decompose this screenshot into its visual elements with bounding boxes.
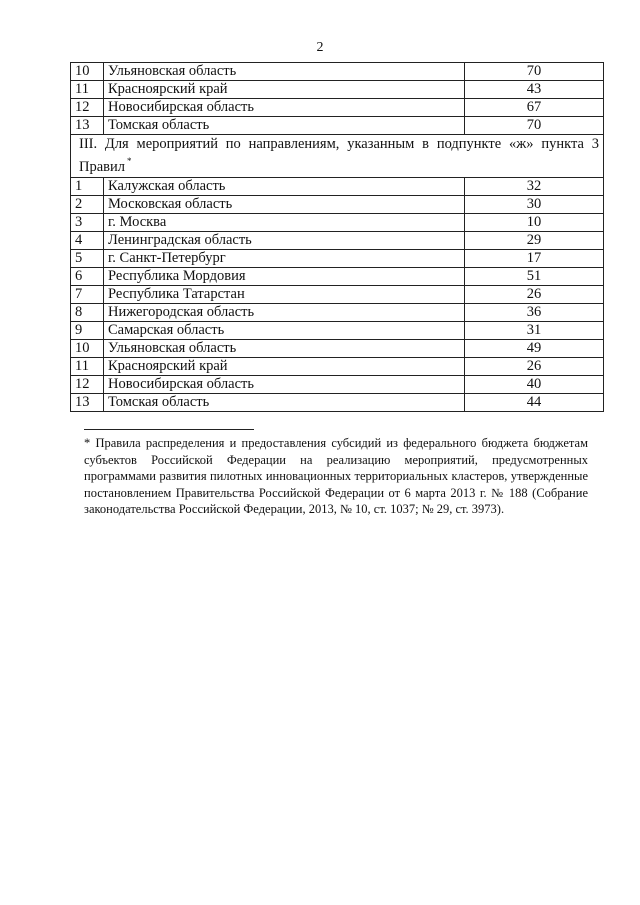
table-row bbox=[71, 394, 604, 412]
region-name: Красноярский край bbox=[104, 81, 465, 99]
region-value: 26 bbox=[465, 358, 604, 376]
region-value: 26 bbox=[465, 286, 604, 304]
region-name: Томская область bbox=[104, 394, 465, 412]
region-value: 51 bbox=[465, 268, 604, 286]
region-value: 32 bbox=[465, 178, 604, 196]
row-number: 4 bbox=[71, 232, 104, 250]
row-number: 11 bbox=[71, 81, 104, 99]
region-name: Московская область bbox=[104, 196, 465, 214]
row-number: 2 bbox=[71, 196, 104, 214]
region-value: 67 bbox=[465, 99, 604, 117]
row-number: 12 bbox=[71, 376, 104, 394]
page-number: 2 bbox=[316, 40, 324, 55]
region-name: г. Москва bbox=[104, 214, 465, 232]
row-number: 6 bbox=[71, 268, 104, 286]
row-number: 10 bbox=[71, 340, 104, 358]
row-number: 5 bbox=[71, 250, 104, 268]
table-row bbox=[71, 214, 604, 232]
row-number: 3 bbox=[71, 214, 104, 232]
table-row bbox=[71, 376, 604, 394]
region-value: 36 bbox=[465, 304, 604, 322]
table-row bbox=[71, 63, 604, 81]
region-value: 31 bbox=[465, 322, 604, 340]
row-number: 11 bbox=[71, 358, 104, 376]
region-value: 43 bbox=[465, 81, 604, 99]
footnote-mark: * bbox=[127, 156, 132, 166]
section-heading-cell bbox=[71, 135, 604, 178]
row-number: 7 bbox=[71, 286, 104, 304]
row-number: 9 bbox=[71, 322, 104, 340]
table-row bbox=[71, 99, 604, 117]
region-value: 40 bbox=[465, 376, 604, 394]
region-name: Самарская область bbox=[104, 322, 465, 340]
footnote-text: * Правила распределения и предоставления субсидий из федерального бюджета бюджетам субъектов Российской Федерации на реализацию мероприятий, предусмотренных программами развития пилотных инновационных территориальных кластеров, утвержденные постановлением Правительства Российской Федерации от 6 марта 2013 г. № 188 (Собрание законодательства Российской Федерации, 2013, № 10, ст. 1037; № 29, ст. 3973). bbox=[84, 436, 588, 516]
region-name: Новосибирская область bbox=[104, 376, 465, 394]
region-name: Ульяновская область bbox=[104, 340, 465, 358]
region-value: 30 bbox=[465, 196, 604, 214]
row-number: 1 bbox=[71, 178, 104, 196]
row-number: 12 bbox=[71, 99, 104, 117]
region-value: 49 bbox=[465, 340, 604, 358]
section-heading-row bbox=[71, 135, 604, 178]
region-name: Ульяновская область bbox=[104, 63, 465, 81]
section-heading: III. Для мероприятий по направлениям, указанным в подпункте «ж» пункта 3 Правил bbox=[79, 136, 599, 175]
table-row bbox=[71, 358, 604, 376]
table-row bbox=[71, 286, 604, 304]
region-name: Нижегородская область bbox=[104, 304, 465, 322]
region-name: Ленинградская область bbox=[104, 232, 465, 250]
region-value: 70 bbox=[465, 117, 604, 135]
table-row bbox=[71, 178, 604, 196]
regions-table bbox=[70, 62, 604, 412]
region-name: Новосибирская область bbox=[104, 99, 465, 117]
table-row bbox=[71, 196, 604, 214]
table-row bbox=[71, 81, 604, 99]
table-row bbox=[71, 250, 604, 268]
region-name: Республика Татарстан bbox=[104, 286, 465, 304]
region-value: 10 bbox=[465, 214, 604, 232]
region-name: Калужская область bbox=[104, 178, 465, 196]
table-row bbox=[71, 322, 604, 340]
table-row bbox=[71, 117, 604, 135]
row-number: 13 bbox=[71, 394, 104, 412]
region-name: г. Санкт-Петербург bbox=[104, 250, 465, 268]
region-value: 17 bbox=[465, 250, 604, 268]
table-row bbox=[71, 268, 604, 286]
table-row bbox=[71, 304, 604, 322]
footnote-divider bbox=[84, 429, 254, 430]
region-value: 29 bbox=[465, 232, 604, 250]
row-number: 10 bbox=[71, 63, 104, 81]
region-value: 44 bbox=[465, 394, 604, 412]
table-row bbox=[71, 232, 604, 250]
region-name: Красноярский край bbox=[104, 358, 465, 376]
row-number: 8 bbox=[71, 304, 104, 322]
region-name: Томская область bbox=[104, 117, 465, 135]
region-name: Республика Мордовия bbox=[104, 268, 465, 286]
row-number: 13 bbox=[71, 117, 104, 135]
region-value: 70 bbox=[465, 63, 604, 81]
table-row bbox=[71, 340, 604, 358]
